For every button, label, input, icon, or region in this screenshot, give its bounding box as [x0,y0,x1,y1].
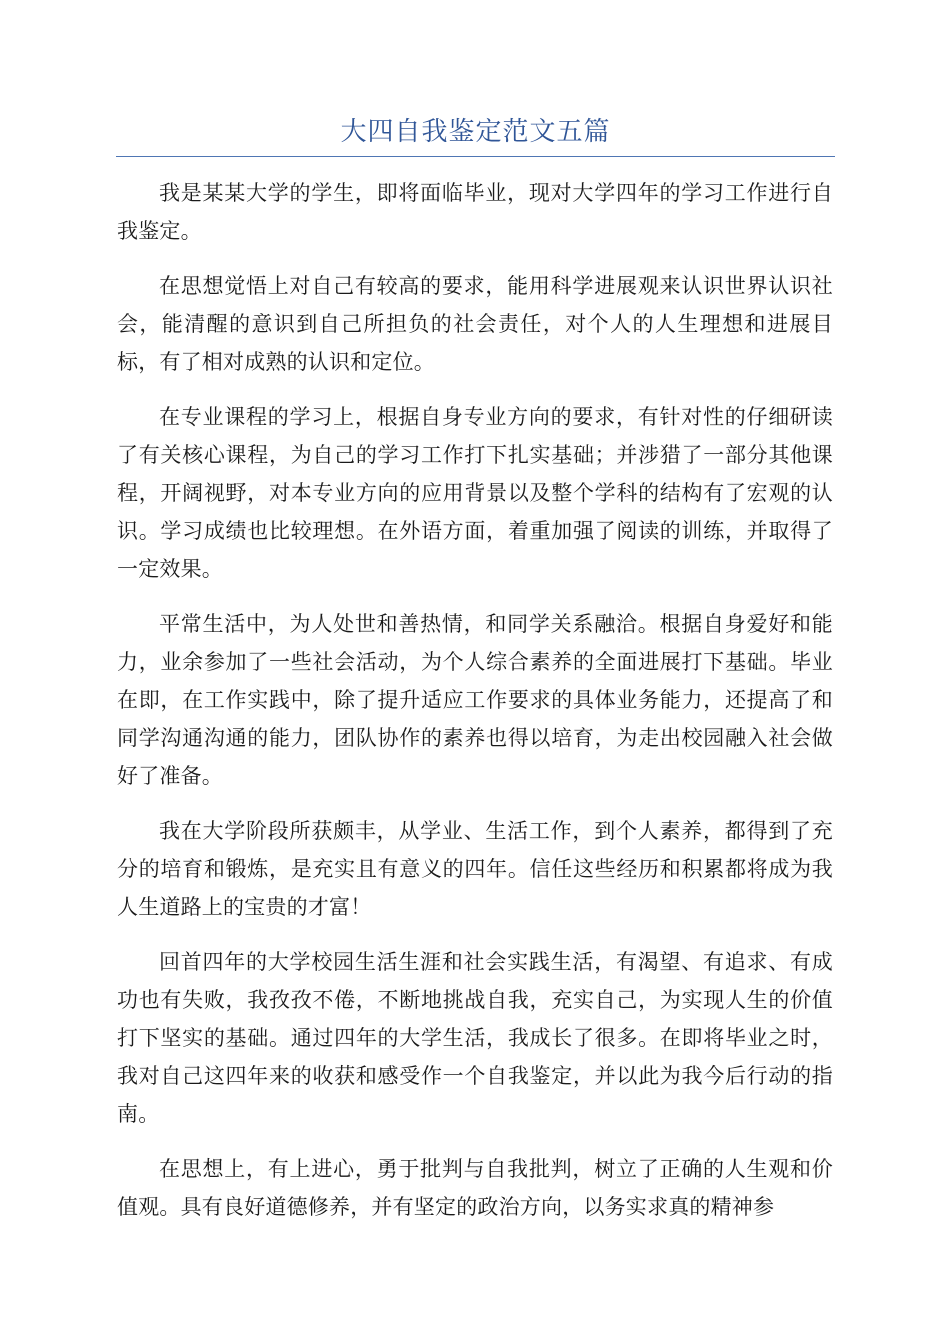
paragraph-3: 在专业课程的学习上，根据自身专业方向的要求，有针对性的仔细研读了有关核心课程，为自己的学习工作打下扎实基础；并涉猎了一部分其他课程，开阔视野，对本专业方向的应用背景以及整个学科的结构有了宏观的认识。学习成绩也比较理想。在外语方面，着重加强了阅读的训练，并取得了一定效果。 [117,405,833,581]
document-body [117,174,833,1243]
paragraph-4: 平常生活中，为人处世和善热情，和同学关系融洽。根据自身爱好和能力，业余参加了一些社会活动，为个人综合素养的全面进展打下基础。毕业在即，在工作实践中，除了提升适应工作要求的具体业务能力，还提高了和同学沟通沟通的能力，团队协作的素养也得以培育，为走出校园融入社会做好了准备。 [117,612,833,788]
paragraph-7: 在思想上，有上进心，勇于批判与自我批判，树立了正确的人生观和价值观。具有良好道德修养，并有坚定的政治方向，以务实求真的精神参 [117,1157,833,1219]
title-block [116,112,835,157]
paragraph-6: 回首四年的大学校园生活生涯和社会实践生活，有渴望、有追求、有成功也有失败，我孜孜不倦，不断地挑战自我，充实自己，为实现人生的价值打下坚实的基础。通过四年的大学生活，我成长了很多。在即将毕业之时，我对自己这四年来的收获和感受作一个自我鉴定，并以此为我今后行动的指南。 [117,950,833,1126]
paragraph-5: 我在大学阶段所获颇丰，从学业、生活工作，到个人素养，都得到了充分的培育和锻炼，是充实且有意义的四年。信任这些经历和积累都将成为我人生道路上的宝贵的才富！ [117,819,833,919]
page-title: 大四自我鉴定范文五篇 [340,117,611,147]
paragraph-1: 我是某某大学的学生，即将面临毕业，现对大学四年的学习工作进行自我鉴定。 [117,181,833,243]
paragraph-2: 在思想觉悟上对自己有较高的要求，能用科学进展观来认识世界认识社会，能清醒的意识到自己所担负的社会责任，对个人的人生理想和进展目标，有了相对成熟的认识和定位。 [117,274,833,374]
